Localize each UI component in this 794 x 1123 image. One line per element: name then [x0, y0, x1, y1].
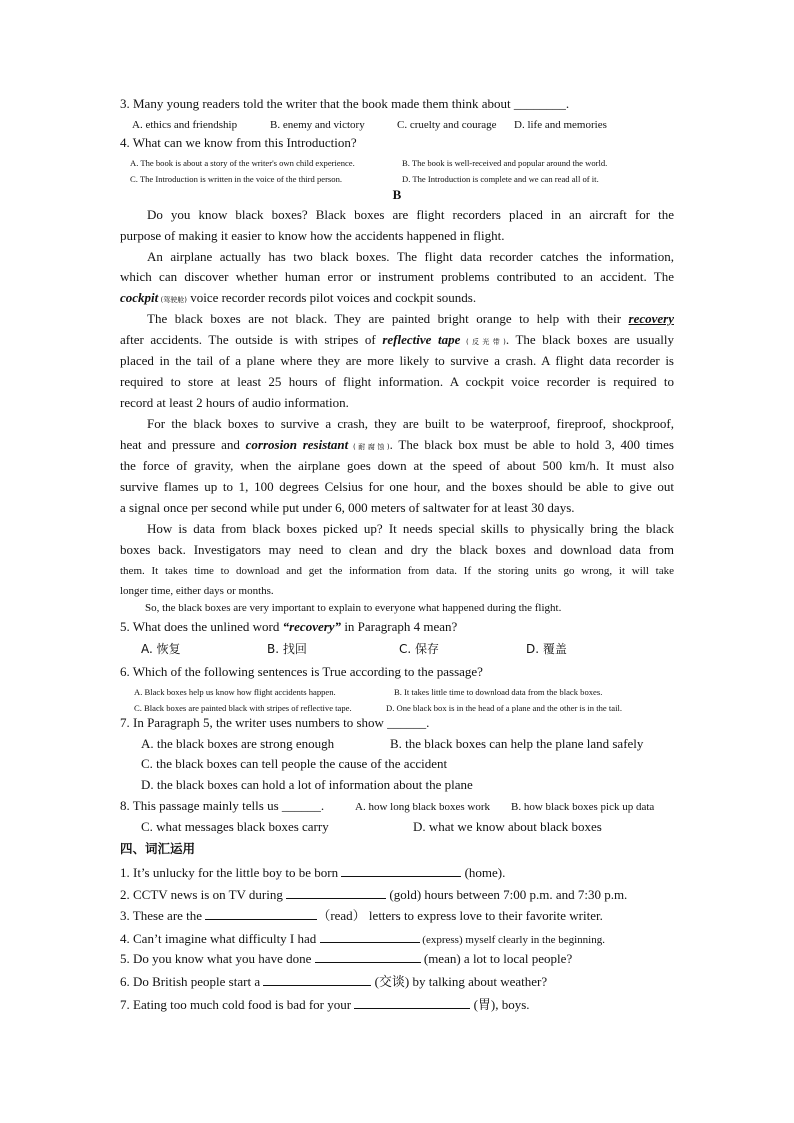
text: after accidents. The outside is with stripes of — [120, 332, 383, 347]
option: D. The Introduction is complete and we can read all of it. — [402, 174, 599, 184]
passage-line: Do you know black boxes? Black boxes are flight recorders placed in an aircraft for the — [147, 207, 674, 222]
passage-line: the force of gravity, when the airplane goes down at the speed of about 500 km/h. It must also — [120, 458, 674, 473]
vocab-item — [120, 950, 674, 967]
vocab-item — [120, 973, 674, 990]
answer-blank[interactable] — [354, 996, 470, 1009]
option: B. The book is well-received and popular around the world. — [402, 158, 608, 168]
question-7-stem: 7. In Paragraph 5, the writer uses numbers to show ______. — [120, 715, 430, 730]
gloss: (驾驶舱) — [158, 296, 187, 304]
option: A. The book is about a story of the writer's own child experience. — [130, 158, 355, 168]
passage-line: survive flames up to 1, 100 degrees Celsius for one hour, and the boxes should be able to give out — [120, 479, 674, 494]
vocab-item — [120, 996, 674, 1013]
text: 8. This passage mainly tells us ______. — [120, 798, 325, 813]
text: heat and pressure and — [120, 437, 246, 452]
passage-line: a signal once per second while put under 6, 000 meters of saltwater for at least 30 days. — [120, 500, 575, 515]
text: 5. What does the unlined word — [120, 619, 283, 634]
text: (gold) hours between 7:00 p.m. and 7:30 p.m. — [386, 887, 628, 902]
text: （read） letters to express love to their favorite writer. — [317, 908, 603, 923]
vocab-item — [120, 907, 674, 924]
option: C. cruelty and courage — [397, 119, 497, 131]
glossed-term: reflective tape — [382, 332, 461, 347]
option: D. life and memories — [514, 119, 607, 131]
passage-line — [120, 332, 674, 348]
passage-line: longer time, either days or months. — [120, 585, 274, 597]
underlined-word: recovery — [628, 311, 674, 326]
text: 1. It’s unlucky for the little boy to be born — [120, 865, 342, 880]
gloss: (反光带) — [460, 338, 506, 346]
question-3-stem: 3. Many young readers told the writer that the book made them think about ________. — [120, 96, 570, 111]
question-4-stem: 4. What can we know from this Introduction? — [120, 135, 357, 150]
text: 2. CCTV news is on TV during — [120, 887, 287, 902]
passage-line: required to store at least 25 hours of flight information. A cockpit voice recorder is required to — [120, 374, 674, 389]
text: 6. Do British people start a — [120, 974, 264, 989]
question-6-stem: 6. Which of the following sentences is True according to the passage? — [120, 664, 483, 679]
option: C. 保存 — [399, 642, 440, 656]
text: (home). — [461, 865, 506, 880]
option: A. Black boxes help us know how flight accidents happen. — [134, 687, 336, 697]
gloss: (耐腐蚀) — [348, 443, 390, 451]
text: 7. Eating too much cold food is bad for your — [120, 997, 355, 1012]
passage-line: purpose of making it easier to know how the accidents happened in flight. — [120, 228, 505, 243]
text: (胃), boys. — [470, 997, 530, 1012]
passage-line — [120, 290, 674, 308]
glossed-term: cockpit — [120, 290, 159, 305]
passage-line: them. It takes time to download and get the information from data. If the storing units go wrong, it will take — [120, 565, 674, 577]
option: C. what messages black boxes carry — [141, 819, 329, 834]
text: (交谈) by talking about weather? — [371, 974, 548, 989]
text: . The black boxes are usually — [505, 332, 674, 347]
option: C. the black boxes can tell people the cause of the accident — [141, 756, 448, 771]
passage-line: placed in the tail of a plane where they are more likely to survive a crash. A flight data recorder is — [120, 353, 674, 368]
glossed-term: corrosion resistant — [245, 437, 349, 452]
option: B. It takes little time to download data from the black boxes. — [394, 687, 603, 697]
text: 5. Do you know what you have done — [120, 951, 315, 966]
passage-line: An airplane actually has two black boxes. The flight data recorder catches the information, — [147, 249, 674, 264]
option: A. 恢复 — [141, 642, 181, 656]
passage-line: boxes back. Investigators may need to clean and dry the black boxes and download data from — [120, 542, 674, 557]
text: 3. These are the — [120, 908, 206, 923]
passage-line — [120, 437, 674, 453]
passage-line: How is data from black boxes picked up? It needs special skills to physically bring the black — [147, 521, 674, 536]
answer-blank[interactable] — [315, 950, 421, 963]
passage-line: record at least 2 hours of audio information. — [120, 395, 349, 410]
vocab-item — [120, 864, 674, 881]
passage-line — [147, 311, 674, 327]
passage-line: which can discover whether human error or instrument problems contributed to an accident. The — [120, 269, 674, 284]
option: A. the black boxes are strong enough — [141, 736, 335, 751]
text: . The black box must be able to hold 3, 400 times — [389, 437, 674, 452]
option: C. The Introduction is written in the voice of the third person. — [130, 174, 343, 184]
option: D. 覆盖 — [526, 642, 567, 656]
option: A. ethics and friendship — [132, 119, 238, 131]
answer-blank[interactable] — [320, 930, 420, 943]
text: (mean) a lot to local people? — [420, 951, 573, 966]
option: B. 找回 — [267, 642, 307, 656]
option: B. how black boxes pick up data — [511, 801, 655, 813]
answer-blank[interactable] — [205, 907, 317, 920]
answer-blank[interactable] — [286, 886, 386, 899]
option: D. what we know about black boxes — [413, 819, 602, 834]
question-5-stem — [120, 619, 674, 635]
text: 4. Can’t imagine what difficulty I had — [120, 931, 320, 946]
option: D. One black box is in the head of a plane and the other is in the tail. — [386, 703, 623, 713]
option: B. the black boxes can help the plane land safely — [390, 736, 644, 751]
option: A. how long black boxes work — [355, 801, 491, 813]
answer-blank[interactable] — [341, 864, 461, 877]
quoted-word: “recovery” — [282, 619, 342, 634]
text: in Paragraph 4 mean? — [341, 619, 458, 634]
option: C. Black boxes are painted black with stripes of reflective tape. — [134, 703, 352, 713]
passage-line: So, the black boxes are very important to explain to everyone what happened during the flight. — [145, 602, 562, 614]
passage-line: For the black boxes to survive a crash, they are built to be waterproof, fireproof, shockproof, — [147, 416, 674, 431]
vocab-item — [120, 886, 674, 903]
option: B. enemy and victory — [270, 119, 365, 131]
section-heading: 四、词汇运用 — [120, 841, 196, 856]
text: The black boxes are not black. They are painted bright orange to help with their — [147, 311, 629, 326]
option: D. the black boxes can hold a lot of information about the plane — [141, 777, 473, 792]
text: (express) myself clearly in the beginning. — [419, 934, 605, 946]
answer-blank[interactable] — [263, 973, 371, 986]
text: voice recorder records pilot voices and cockpit sounds. — [186, 290, 477, 305]
vocab-item — [120, 930, 674, 948]
question-8-stem — [120, 798, 674, 814]
passage-title: B — [392, 187, 402, 202]
